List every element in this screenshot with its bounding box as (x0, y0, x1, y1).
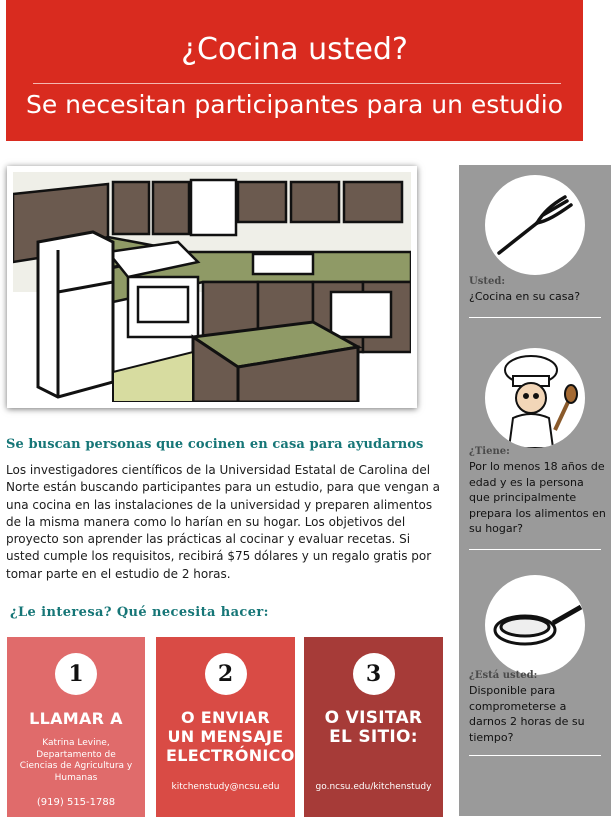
step-email (156, 637, 295, 817)
website-url[interactable]: go.ncsu.edu/kitchenstudy (315, 782, 432, 792)
contact-person: Katrina Levine, Departamento de Ciencias de Agricultura y Humanas (19, 738, 133, 783)
sidebar-divider (469, 549, 601, 550)
step-call (7, 637, 145, 817)
step-action: O VISITAR EL SITIO: (324, 708, 423, 747)
frying-pan-icon (485, 575, 585, 675)
sidebar-divider (469, 317, 601, 318)
step-number: 2 (205, 653, 247, 695)
step-action: LLAMAR A (29, 709, 123, 728)
sidebar-label: Usted: (469, 276, 506, 287)
page-subtitle: Se necesitan participantes para un estudio (25, 90, 564, 119)
chef-icon (485, 348, 585, 448)
page-title: ¿Cocina usted? (181, 32, 408, 67)
sidebar-label: ¿Tiene: (469, 446, 510, 457)
header-banner (6, 0, 583, 141)
sidebar-text: Por lo menos 18 años de edad y es la persona que principalmente prepara los alimentos en su hogar? (469, 460, 606, 535)
step-visit (304, 637, 443, 817)
kitchen-illustration (7, 166, 417, 408)
header-divider (33, 83, 561, 84)
interest-heading: ¿Le interesa? Qué necesita hacer: (10, 605, 269, 620)
fork-icon (485, 175, 585, 275)
step-action: O ENVIAR UN MENSAJE ELECTRÓNICO (166, 708, 295, 765)
phone-number[interactable]: (919) 515-1788 (36, 797, 116, 808)
sidebar-text: ¿Cocina en su casa? (469, 290, 581, 303)
study-description: Los investigadores científicos de la Universidad Estatal de Carolina del Norte están buscando participantes para un estudio, para que vengan a una cocina en las instalaciones de la universidad y preparen alimentos de la misma manera como lo harían en su hogar. Los objetivos del proyecto son aprender las prácticas al cocinar y evaluar recetas. Si usted cumple los requisitos, recibirá $75 dólares y un regalo gratis por tomar parte en el estudio de 2 horas. (6, 463, 440, 581)
email-address[interactable]: kitchenstudy@ncsu.edu (171, 782, 280, 792)
recruit-headline: Se buscan personas que cocinen en casa para ayudarnos (6, 437, 424, 452)
eligibility-sidebar (459, 165, 611, 816)
step-number: 3 (353, 653, 395, 695)
sidebar-text: Disponible para comprometerse a darnos 2 horas de su tiempo? (469, 684, 585, 744)
kitchen-drawing (13, 172, 411, 402)
sidebar-divider (469, 755, 601, 756)
step-number: 1 (55, 653, 97, 695)
sidebar-label: ¿Está usted: (469, 670, 538, 681)
